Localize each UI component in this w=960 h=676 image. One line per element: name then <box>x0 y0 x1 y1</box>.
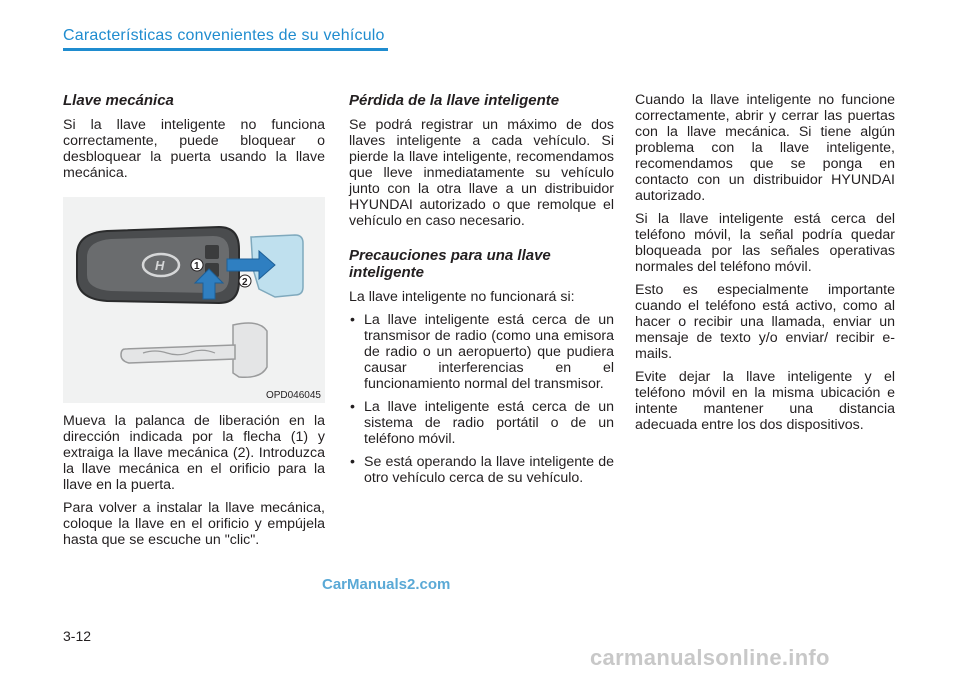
figure-smart-key <box>63 197 325 403</box>
section-title: Características convenientes de su vehículo <box>63 27 385 44</box>
svg-text:H: H <box>155 258 165 273</box>
heading-llave-mecanica: Llave mecánica <box>63 92 174 109</box>
section-title-rule <box>63 48 388 51</box>
paragraph: Evite dejar la llave inteligente y el teléfono móvil en la misma ubicación e intente mantener una distancia adecuada entre los dos dispositivos. <box>635 369 895 433</box>
column-3 <box>635 92 895 440</box>
heading-precauciones: Precauciones para una llave inteligente <box>349 247 551 281</box>
heading-perdida-llave: Pérdida de la llave inteligente <box>349 92 560 109</box>
paragraph: Si la llave inteligente no funciona correctamente, puede bloquear o desbloquear la puerta usando la llave mecánica. <box>63 117 325 181</box>
mechanical-key-illustration <box>121 323 267 377</box>
smart-key-illustration <box>63 197 325 403</box>
paragraph: Cuando la llave inteligente no funcione correctamente, abrir y cerrar las puertas con la llave mecánica. Si tiene algún problema con la llave inteligente, recomendamos que se ponga en contacto con un distribuidor HYUNDAI autorizado. <box>635 92 895 204</box>
paragraph: Para volver a instalar la llave mecánica, coloque la llave en el orificio y empújela hasta que se escuche un "clic". <box>63 500 325 548</box>
svg-text:2: 2 <box>242 277 248 288</box>
column-1 <box>63 92 325 555</box>
precautions-list <box>349 312 614 486</box>
page-number: 3-12 <box>63 628 92 644</box>
paragraph: Se podrá registrar un máximo de dos llaves inteligente a cada vehículo. Si pierde la llave inteligente, recomendamos que lleve inmediatamente su vehículo junto con la otra llave a un distribuidor HYUNDAI autorizado o que remolque el vehículo en caso necesario. <box>349 117 614 229</box>
list-item: • La llave inteligente está cerca de un transmisor de radio (como una emisora de radio o un aeropuerto) que pudiera causar interferencias en el funcionamiento normal del transmisor. <box>349 312 614 392</box>
paragraph: Si la llave inteligente está cerca del teléfono móvil, la señal podría quedar bloqueada por las señales operativas normales del teléfono móvil. <box>635 211 895 275</box>
list-item: • La llave inteligente está cerca de un sistema de radio portátil o de un teléfono móvil. <box>349 399 614 447</box>
svg-text:1: 1 <box>194 261 200 272</box>
list-item: • Se está operando la llave inteligente de otro vehículo cerca de su vehículo. <box>349 454 614 486</box>
paragraph: Esto es especialmente importante cuando el teléfono está activo, como al hacer o recibir una llamada, enviar un mensaje de texto y/o enviar/ recibir e-mails. <box>635 282 895 362</box>
watermark-link[interactable]: CarManuals2.com <box>322 576 451 593</box>
paragraph: La llave inteligente no funcionará si: <box>349 289 575 305</box>
figure-code: OPD046045 <box>265 390 321 401</box>
column-2 <box>349 92 614 493</box>
footer-watermark: carmanualsonline.info <box>590 645 830 670</box>
paragraph: Mueva la palanca de liberación en la dirección indicada por la flecha (1) y extraiga la llave mecánica (2). Introduzca la llave mecánica en el orificio para la llave en la puerta. <box>63 413 325 493</box>
